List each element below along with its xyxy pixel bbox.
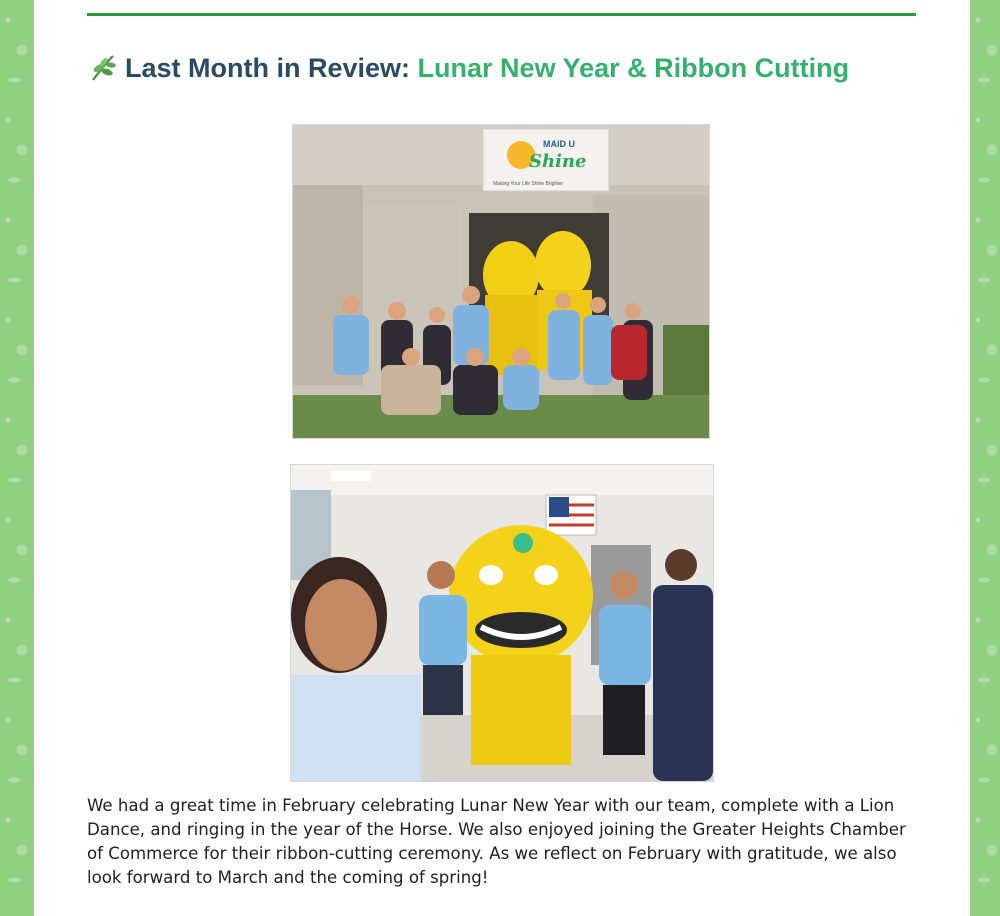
left-decorative-border <box>0 0 34 916</box>
sign-top-text: MAID U <box>543 139 575 149</box>
lion-dance-selfie-photo <box>290 464 714 782</box>
section-heading <box>87 48 927 88</box>
newsletter-panel <box>34 0 970 916</box>
right-decorative-border <box>970 0 1000 916</box>
sign-tagline-text: Making Your Life Shine Brighter <box>493 181 564 187</box>
recap-paragraph: We had a great time in February celebrating Lunar New Year with our team, complete with a Lion Dance, and ringing in the year of the Horse. We also enjoyed joining the Greater Heights Chamber of Commerce for their ribbon-cutting ceremony. As we reflect on February with gratitude, we also look forward to March and the coming of spring! <box>87 796 906 887</box>
ribbon-cutting-photo <box>292 124 710 439</box>
heading-title: Last Month in Review: <box>125 53 411 83</box>
sign-brand-text: Shine <box>529 151 587 172</box>
leaf-sprig-icon <box>87 52 119 84</box>
heading-subtitle: Lunar New Year & Ribbon Cutting <box>417 53 850 83</box>
section-divider <box>87 13 916 16</box>
